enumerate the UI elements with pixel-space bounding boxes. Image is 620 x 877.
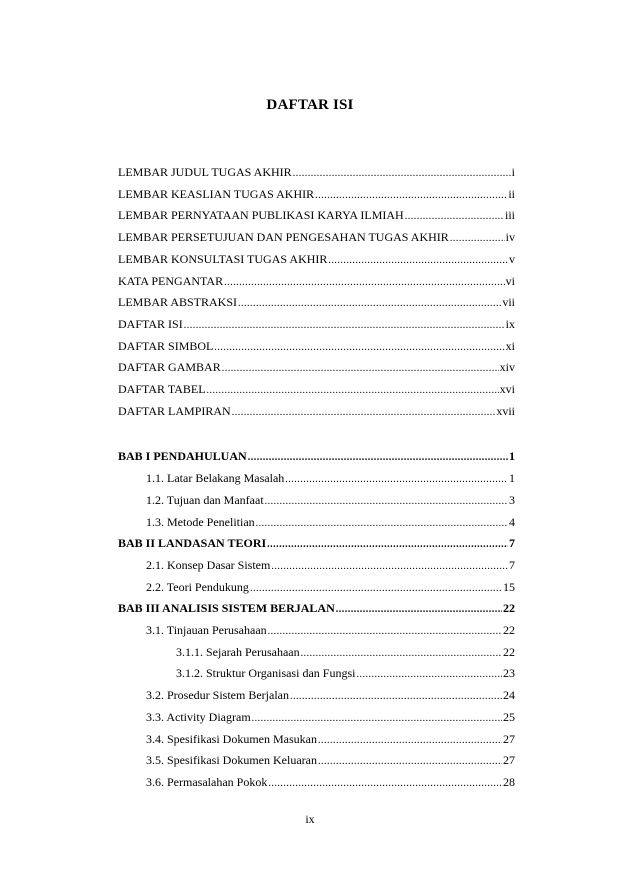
toc-entry-label: 1.2. Tujuan dan Manfaat: [146, 493, 264, 507]
dot-leader: [267, 537, 508, 553]
toc-entry: [118, 403, 515, 419]
toc-entry: [118, 381, 515, 397]
toc-section: [146, 557, 515, 573]
page-number-footer: ix: [305, 812, 315, 826]
toc-entry-page: i: [511, 165, 515, 179]
toc-entry-page: 24: [503, 688, 515, 702]
toc-entry: [118, 359, 515, 375]
toc-entry-label: 3.5. Spesifikasi Dokumen Keluaran: [146, 753, 317, 767]
toc-section: [146, 687, 515, 703]
toc-entry-label: 3.1.1. Sejarah Perusahaan: [176, 645, 300, 659]
dot-leader: [293, 166, 511, 182]
dot-leader: [256, 516, 508, 532]
toc-entry-page: 28: [503, 775, 515, 789]
toc-entry-page: 7: [509, 536, 515, 550]
dot-leader: [222, 361, 499, 377]
toc-entry-page: ii: [508, 187, 515, 201]
toc-entry-page: ix: [505, 317, 515, 331]
dot-leader: [250, 581, 502, 597]
toc-entry-label: 3.4. Spesifikasi Dokumen Masukan: [146, 732, 317, 746]
toc-entry-label: DAFTAR SIMBOL: [118, 339, 214, 353]
toc-entry: [118, 229, 515, 245]
dot-leader: [315, 188, 507, 204]
toc-entry-label: 2.2. Teori Pendukung: [146, 580, 249, 594]
toc-entry-page: 27: [503, 753, 515, 767]
toc-entry-page: 1: [509, 471, 515, 485]
dot-leader: [224, 275, 505, 291]
toc-entry-page: iv: [505, 230, 515, 244]
toc-entry-label: DAFTAR TABEL: [118, 382, 206, 396]
toc-entry: [118, 164, 515, 180]
toc-entry-page: xvi: [499, 382, 515, 396]
dot-leader: [252, 711, 502, 727]
toc-entry-label: 3.6. Permasalahan Pokok: [146, 775, 268, 789]
dot-leader: [248, 450, 508, 466]
dot-leader: [450, 231, 505, 247]
toc-entry-page: 15: [503, 580, 515, 594]
dot-leader: [405, 209, 504, 225]
toc-entry-label: KATA PENGANTAR: [118, 274, 224, 288]
dot-leader: [232, 405, 496, 421]
toc-entry-label: DAFTAR GAMBAR: [118, 360, 221, 374]
dot-leader: [285, 472, 508, 488]
toc-entry-label: 3.3. Activity Diagram: [146, 710, 251, 724]
toc-subsection: [176, 665, 515, 681]
toc-entry-page: 22: [503, 623, 515, 637]
toc-entry-page: 22: [503, 601, 515, 615]
toc-entry-label: BAB II LANDASAN TEORI: [118, 536, 267, 550]
toc-entry-page: 27: [503, 732, 515, 746]
dot-leader: [356, 667, 502, 683]
toc-section: [146, 492, 515, 508]
page-title: DAFTAR ISI: [266, 97, 354, 113]
dot-leader: [214, 340, 504, 356]
dot-leader: [184, 318, 505, 334]
toc-entry-label: BAB III ANALISIS SISTEM BERJALAN: [118, 601, 335, 615]
toc-entry-page: 22: [503, 645, 515, 659]
toc-entry-label: 1.3. Metode Penelitian: [146, 515, 255, 529]
toc-entry-page: 7: [509, 558, 515, 572]
toc-section: [146, 731, 515, 747]
toc-entry-page: xiv: [499, 360, 515, 374]
toc-entry-label: 3.1.2. Struktur Organisasi dan Fungsi: [176, 666, 356, 680]
toc-entry-label: 1.1. Latar Belakang Masalah: [146, 471, 285, 485]
toc-section: [146, 752, 515, 768]
toc-entry-label: LEMBAR ABSTRAKSI: [118, 295, 238, 309]
toc-entry-label: 2.1. Konsep Dasar Sistem: [146, 558, 271, 572]
dot-leader: [318, 733, 502, 749]
dot-leader: [301, 646, 502, 662]
toc-entry-page: xvii: [496, 404, 515, 418]
toc-entry: [118, 207, 515, 223]
dot-leader: [271, 559, 508, 575]
toc-entry-label: 3.1. Tinjauan Perusahaan: [146, 623, 267, 637]
toc-chapter: [118, 535, 515, 551]
toc-entry: [118, 316, 515, 332]
toc-section: [146, 709, 515, 725]
toc-chapter: [118, 600, 515, 616]
toc-entry-label: LEMBAR KEASLIAN TUGAS AKHIR: [118, 187, 315, 201]
toc-entry-label: DAFTAR LAMPIRAN: [118, 404, 231, 418]
toc-entry-label: DAFTAR ISI: [118, 317, 183, 331]
toc-entry: [118, 294, 515, 310]
toc-entry-page: 1: [509, 449, 515, 463]
toc-entry-label: LEMBAR PERSETUJUAN DAN PENGESAHAN TUGAS AKHIR: [118, 230, 449, 244]
dot-leader: [268, 624, 502, 640]
dot-leader: [336, 602, 502, 618]
dot-leader: [290, 689, 502, 705]
toc-entry-label: LEMBAR JUDUL TUGAS AKHIR: [118, 165, 292, 179]
toc-entry: [118, 338, 515, 354]
toc-entry-label: 3.2. Prosedur Sistem Berjalan: [146, 688, 289, 702]
toc-entry-page: v: [509, 252, 515, 266]
toc-entry-page: 3: [509, 493, 515, 507]
dot-leader: [207, 383, 499, 399]
dot-leader: [238, 296, 501, 312]
toc-entry-page: xi: [505, 339, 515, 353]
toc-section: [146, 774, 515, 790]
toc-section: [146, 579, 515, 595]
toc-entry-page: vii: [502, 295, 515, 309]
toc-entry-page: 23: [503, 666, 515, 680]
toc-entry: [118, 186, 515, 202]
toc-section: [146, 470, 515, 486]
toc-entry-label: BAB I PENDAHULUAN: [118, 449, 247, 463]
dot-leader: [268, 776, 502, 792]
toc-entry-page: iii: [504, 208, 515, 222]
toc-entry-label: LEMBAR KONSULTASI TUGAS AKHIR: [118, 252, 328, 266]
toc-subsection: [176, 644, 515, 660]
toc-chapter: [118, 448, 515, 464]
toc-entry-page: 4: [509, 515, 515, 529]
toc-section: [146, 514, 515, 530]
dot-leader: [265, 494, 508, 510]
toc-entry: [118, 251, 515, 267]
toc-entry-page: 25: [503, 710, 515, 724]
dot-leader: [328, 253, 508, 269]
dot-leader: [318, 754, 502, 770]
toc-entry-page: vi: [505, 274, 515, 288]
toc-entry-label: LEMBAR PERNYATAAN PUBLIKASI KARYA ILMIAH: [118, 208, 404, 222]
toc-section: [146, 622, 515, 638]
toc-entry: [118, 273, 515, 289]
